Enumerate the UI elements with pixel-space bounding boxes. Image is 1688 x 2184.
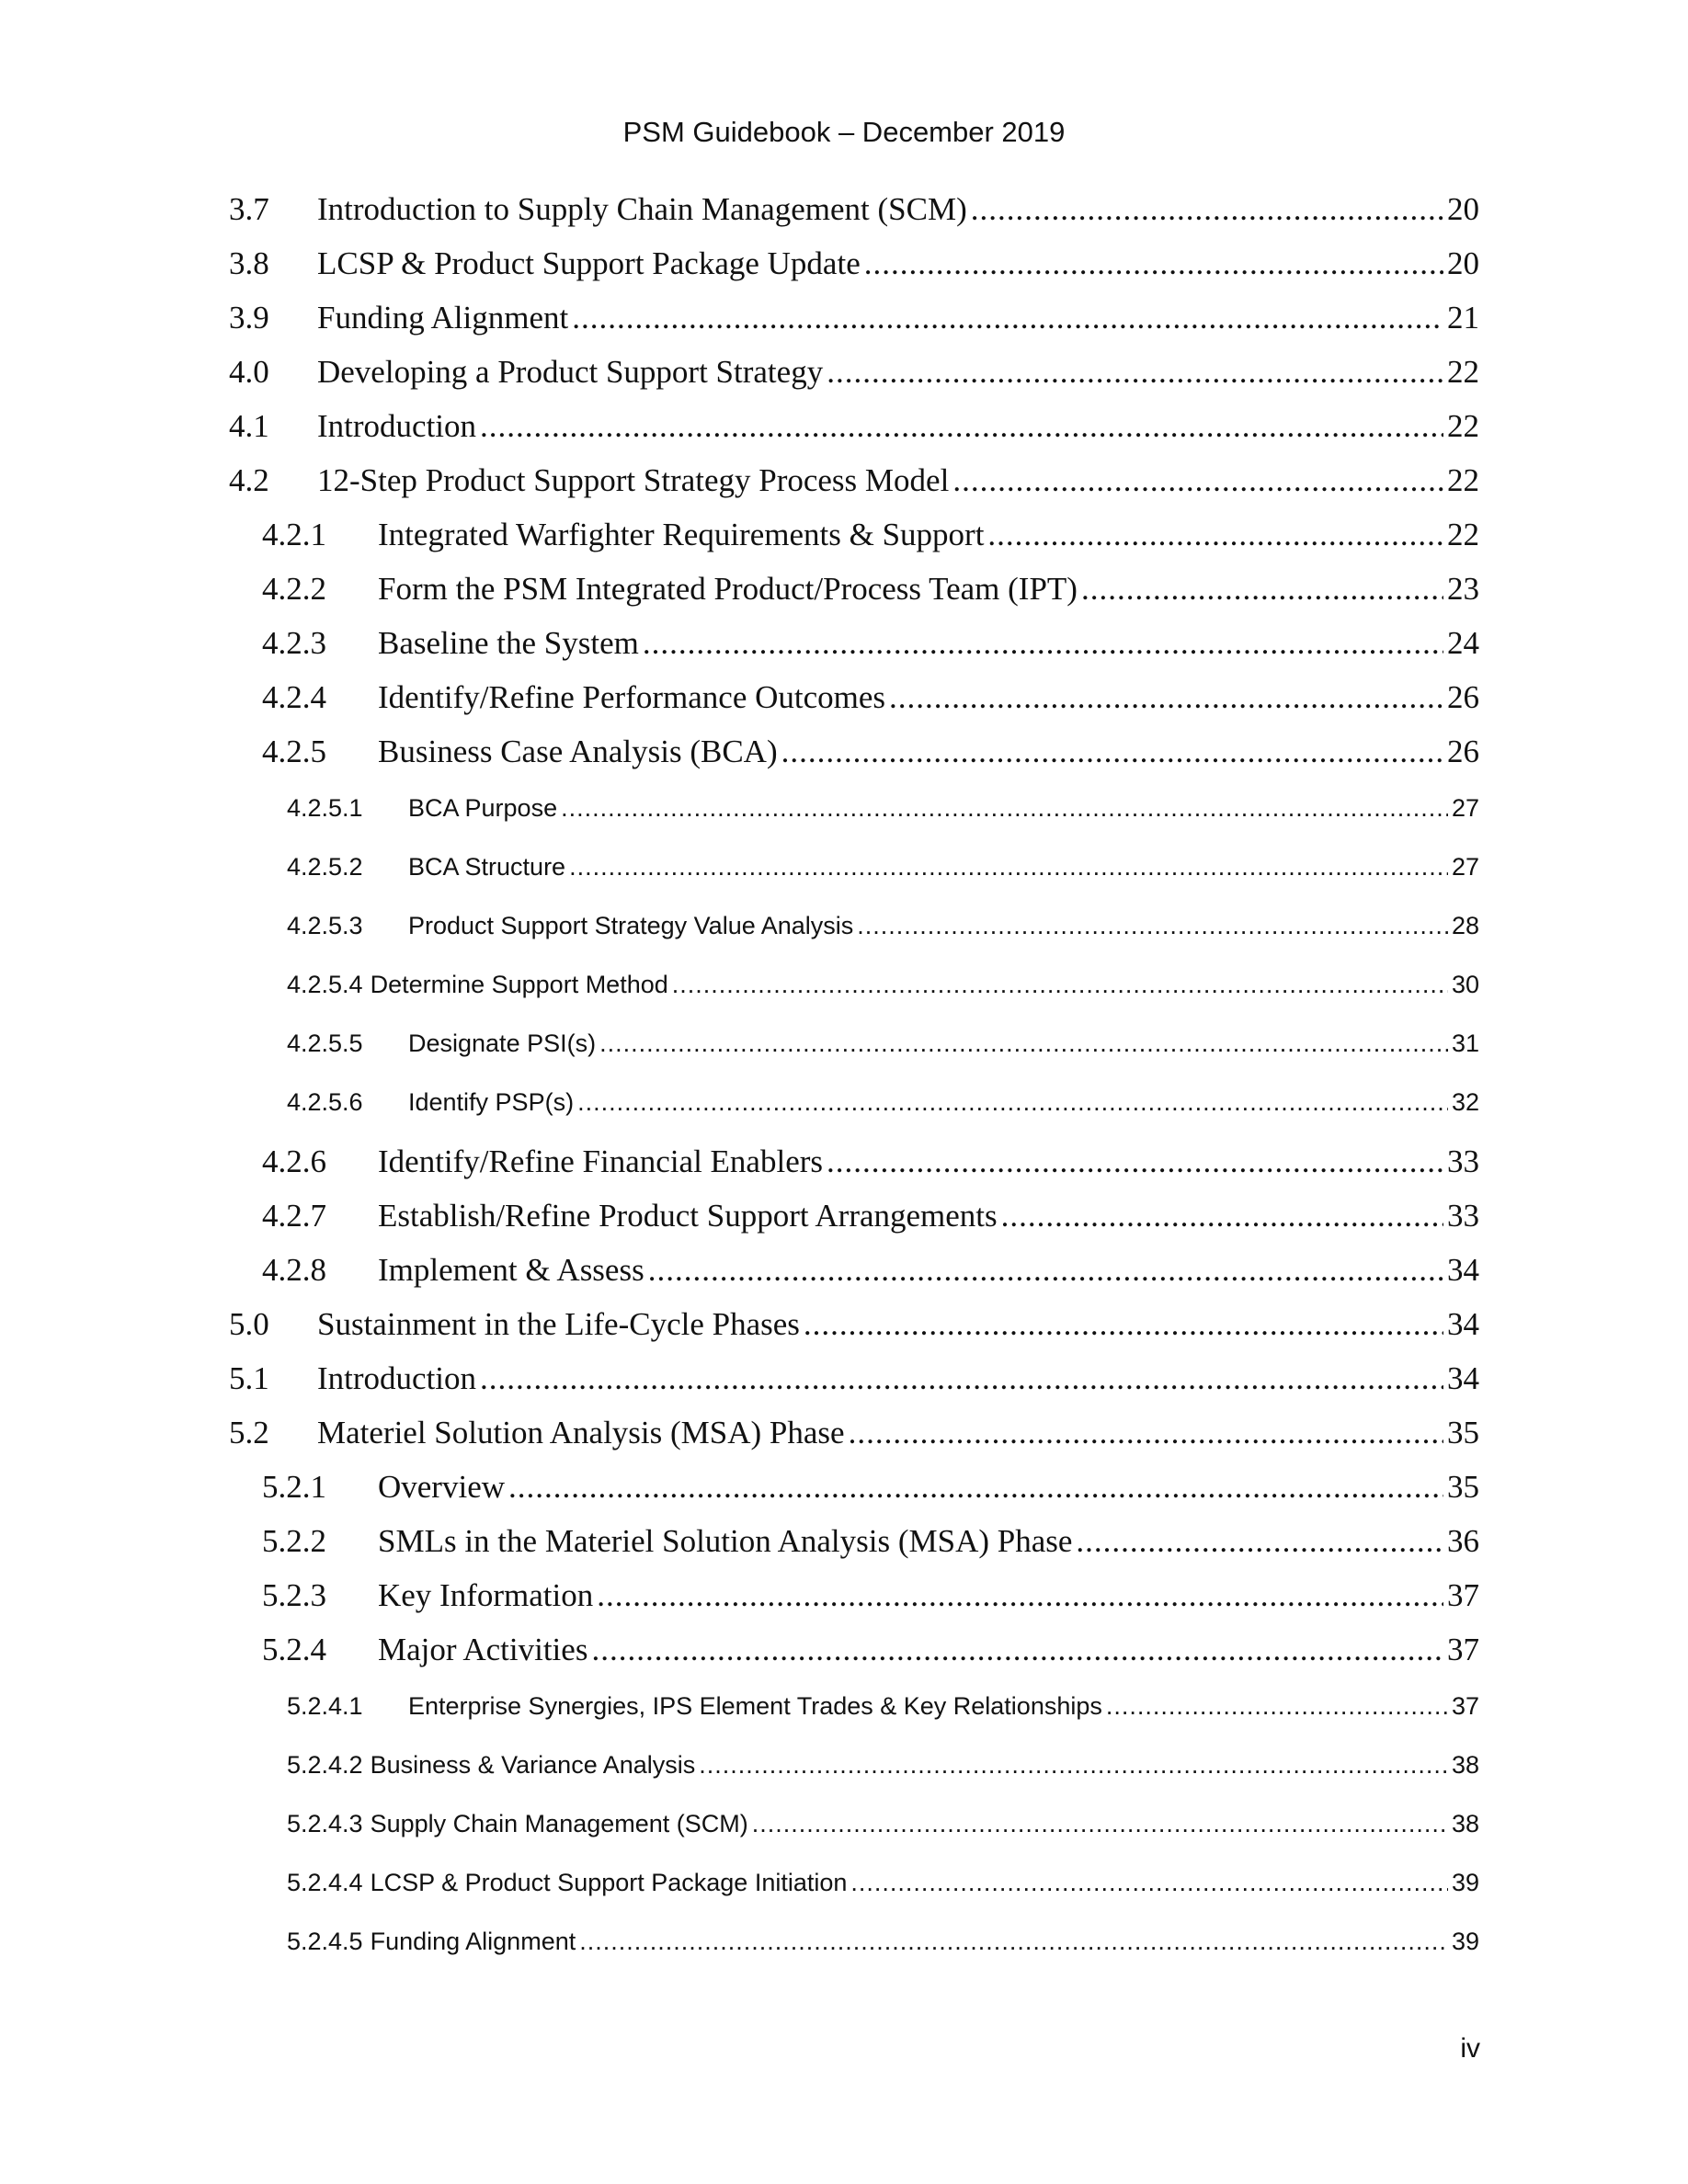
toc-entry[interactable]	[287, 1692, 1479, 1721]
toc-entry-number: 3.9	[229, 300, 269, 336]
toc-entry[interactable]	[229, 191, 1479, 228]
toc-entry-number: 5.2	[229, 1415, 269, 1450]
toc-entry-title: Implement & Assess	[378, 1252, 644, 1288]
toc-entry-number: 4.2	[229, 462, 269, 498]
toc-entry-page: 38	[1451, 1810, 1479, 1837]
toc-leader-dots	[1106, 1692, 1448, 1721]
toc-entry-page: 37	[1451, 1692, 1479, 1720]
toc-leader-dots	[508, 1469, 1443, 1506]
toc-entry[interactable]	[262, 571, 1479, 608]
toc-entry-title: BCA Structure	[408, 853, 566, 881]
toc-entry-page: 32	[1451, 1088, 1479, 1116]
toc-leader-dots	[850, 1869, 1448, 1897]
toc-entry-number: 4.2.2	[262, 571, 326, 607]
toc-leader-dots	[572, 300, 1443, 336]
toc-leader-dots	[1081, 571, 1443, 608]
toc-entry-number: 5.2.3	[262, 1577, 326, 1613]
toc-entry-page: 39	[1451, 1928, 1479, 1955]
toc-entry[interactable]	[262, 734, 1479, 770]
toc-entry-page: 37	[1447, 1632, 1479, 1667]
toc-leader-dots	[577, 1088, 1448, 1117]
toc-entry-page: 30	[1451, 971, 1479, 998]
toc-entry-title: Materiel Solution Analysis (MSA) Phase	[317, 1415, 845, 1450]
toc-entry-title: Introduction	[317, 408, 477, 444]
toc-entry-number: 5.2.4.3	[287, 1810, 363, 1837]
toc-entry-number: 5.0	[229, 1306, 269, 1342]
toc-entry-number: 3.8	[229, 245, 269, 281]
toc-entry[interactable]	[229, 1415, 1479, 1451]
toc-leader-dots	[971, 191, 1443, 228]
toc-entry-title: Enterprise Synergies, IPS Element Trades & Key Relationships	[408, 1692, 1102, 1720]
toc-entry-title: Integrated Warfighter Requirements & Support	[378, 517, 985, 552]
toc-entry-page: 36	[1447, 1523, 1479, 1559]
toc-entry[interactable]	[287, 1928, 1479, 1956]
toc-entry-title: Establish/Refine Product Support Arrangements	[378, 1198, 998, 1234]
toc-entry[interactable]	[229, 462, 1479, 499]
toc-entry-title: Major Activities	[378, 1632, 588, 1667]
toc-leader-dots	[827, 1143, 1443, 1180]
toc-entry-number: 4.2.5.3	[287, 912, 363, 939]
toc-leader-dots	[569, 853, 1448, 882]
toc-entry[interactable]	[287, 1029, 1479, 1058]
toc-entry[interactable]	[229, 1360, 1479, 1397]
toc-leader-dots	[804, 1306, 1443, 1343]
toc-entry-page: 26	[1447, 734, 1479, 769]
toc-entry-title: BCA Purpose	[408, 794, 558, 822]
toc-entry-page: 33	[1447, 1198, 1479, 1234]
toc-entry-title: LCSP & Product Support Package Initiation	[370, 1869, 848, 1896]
toc-entry-page: 34	[1447, 1306, 1479, 1342]
toc-leader-dots	[591, 1632, 1443, 1668]
toc-entry[interactable]	[262, 1632, 1479, 1668]
toc-entry-number: 4.2.5.5	[287, 1029, 363, 1057]
toc-entry-title: Developing a Product Support Strategy	[317, 354, 824, 390]
toc-entry[interactable]	[287, 853, 1479, 882]
toc-entry-page: 27	[1451, 794, 1479, 822]
toc-entry-number: 4.2.8	[262, 1252, 326, 1288]
toc-entry-title: Supply Chain Management (SCM)	[370, 1810, 748, 1837]
toc-entry-page: 24	[1447, 625, 1479, 661]
toc-entry-title: SMLs in the Materiel Solution Analysis (MSA) Phase	[378, 1523, 1073, 1559]
toc-entry-number: 3.7	[229, 191, 269, 227]
toc-entry-number: 4.2.5.4	[287, 971, 363, 998]
toc-entry[interactable]	[262, 1523, 1479, 1560]
toc-leader-dots	[699, 1751, 1448, 1780]
toc-entry-page: 35	[1447, 1415, 1479, 1450]
toc-entry-title: Identify/Refine Performance Outcomes	[378, 679, 886, 715]
toc-leader-dots	[849, 1415, 1443, 1451]
toc-leader-dots	[1001, 1198, 1443, 1234]
toc-entry-page: 20	[1447, 245, 1479, 281]
toc-entry[interactable]	[262, 1577, 1479, 1614]
toc-entry-number: 5.2.4.2	[287, 1751, 363, 1779]
toc-leader-dots	[672, 971, 1448, 999]
toc-entry-number: 4.0	[229, 354, 269, 390]
toc-entry[interactable]	[229, 1306, 1479, 1343]
toc-leader-dots	[987, 517, 1443, 553]
toc-entry-number: 5.2.4	[262, 1632, 326, 1667]
toc-entry-number: 4.1	[229, 408, 269, 444]
toc-entry[interactable]	[262, 1198, 1479, 1234]
toc-entry-title: Funding Alignment	[370, 1928, 576, 1955]
toc-entry[interactable]	[287, 971, 1479, 999]
toc-entry-title: Key Information	[378, 1577, 594, 1613]
toc-entry-number: 4.2.5.6	[287, 1088, 363, 1116]
toc-entry-page: 39	[1451, 1869, 1479, 1896]
toc-entry-number: 4.2.4	[262, 679, 326, 715]
toc-entry-page: 38	[1451, 1751, 1479, 1779]
toc-entry-page: 21	[1447, 300, 1479, 336]
toc-entry-page: 22	[1447, 408, 1479, 444]
toc-entry[interactable]	[287, 1088, 1479, 1117]
toc-entry[interactable]	[287, 794, 1479, 823]
toc-entry[interactable]	[262, 1252, 1479, 1289]
toc-entry-page: 27	[1451, 853, 1479, 881]
toc-entry-number: 5.1	[229, 1360, 269, 1396]
toc-leader-dots	[864, 245, 1443, 282]
toc-entry-number: 4.2.5.2	[287, 853, 363, 881]
toc-entry-title: 12-Step Product Support Strategy Process Model	[317, 462, 950, 498]
toc-entry-title: Overview	[378, 1469, 506, 1505]
toc-entry-title: Funding Alignment	[317, 300, 569, 336]
toc-entry[interactable]	[262, 517, 1479, 553]
toc-entry[interactable]	[229, 245, 1479, 282]
toc-entry-page: 34	[1447, 1252, 1479, 1288]
toc-leader-dots	[648, 1252, 1443, 1289]
toc-entry-number: 5.2.4.5	[287, 1928, 363, 1955]
toc-entry-page: 28	[1451, 912, 1479, 939]
toc-entry[interactable]	[229, 354, 1479, 391]
toc-entry-number: 5.2.4.1	[287, 1692, 363, 1720]
toc-leader-dots	[597, 1577, 1443, 1614]
toc-leader-dots	[827, 354, 1443, 391]
toc-entry[interactable]	[287, 912, 1479, 940]
toc-entry-page: 22	[1447, 462, 1479, 498]
toc-leader-dots	[952, 462, 1443, 499]
toc-entry-title: Sustainment in the Life-Cycle Phases	[317, 1306, 800, 1342]
toc-entry[interactable]	[262, 1143, 1479, 1180]
toc-entry-page: 33	[1447, 1143, 1479, 1179]
toc-entry-title: Form the PSM Integrated Product/Process Team (IPT)	[378, 571, 1078, 607]
toc-entry-number: 4.2.5.1	[287, 794, 363, 822]
toc-leader-dots	[480, 1360, 1443, 1397]
page-number: iv	[1460, 2033, 1480, 2064]
toc-leader-dots	[599, 1029, 1448, 1058]
toc-entry-title: Identify/Refine Financial Enablers	[378, 1143, 824, 1179]
toc-entry-number: 4.2.7	[262, 1198, 326, 1234]
toc-entry[interactable]	[262, 679, 1479, 716]
toc-entry-page: 22	[1447, 354, 1479, 390]
toc-entry-page: 26	[1447, 679, 1479, 715]
toc-leader-dots	[480, 408, 1443, 445]
toc-leader-dots	[857, 912, 1448, 940]
toc-entry[interactable]	[229, 300, 1479, 336]
toc-leader-dots	[643, 625, 1443, 662]
toc-entry-page: 35	[1447, 1469, 1479, 1505]
toc-leader-dots	[579, 1928, 1448, 1956]
toc-entry-number: 4.2.3	[262, 625, 326, 661]
toc-entry-page: 34	[1447, 1360, 1479, 1396]
toc-entry[interactable]	[262, 625, 1479, 662]
toc-entry-title: Introduction	[317, 1360, 477, 1396]
toc-leader-dots	[561, 794, 1448, 823]
toc-entry-number: 5.2.4.4	[287, 1869, 363, 1896]
toc-entry-title: Product Support Strategy Value Analysis	[408, 912, 854, 939]
toc-entry-title: Business & Variance Analysis	[370, 1751, 696, 1779]
toc-entry-title: Business Case Analysis (BCA)	[378, 734, 778, 769]
toc-entry-page: 20	[1447, 191, 1479, 227]
toc-leader-dots	[752, 1810, 1448, 1838]
toc-entry-page: 31	[1451, 1029, 1479, 1057]
toc-entry-number: 4.2.5	[262, 734, 326, 769]
toc-leader-dots	[781, 734, 1443, 770]
toc-entry-number: 5.2.2	[262, 1523, 326, 1559]
toc-entry-page: 23	[1447, 571, 1479, 607]
page-header: PSM Guidebook – December 2019	[622, 116, 1066, 148]
toc-entry-number: 5.2.1	[262, 1469, 326, 1505]
toc-entry[interactable]	[287, 1869, 1479, 1897]
toc-leader-dots	[1076, 1523, 1443, 1560]
toc-entry-page: 22	[1447, 517, 1479, 552]
toc-entry[interactable]	[287, 1751, 1479, 1780]
toc-entry-title: Designate PSI(s)	[408, 1029, 597, 1057]
toc-entry[interactable]	[287, 1810, 1479, 1838]
toc-entry[interactable]	[262, 1469, 1479, 1506]
toc-entry-page: 37	[1447, 1577, 1479, 1613]
toc-leader-dots	[889, 679, 1443, 716]
toc-entry-title: Introduction to Supply Chain Management (SCM)	[317, 191, 967, 227]
toc-entry-title: Identify PSP(s)	[408, 1088, 575, 1116]
toc-entry-number: 4.2.6	[262, 1143, 326, 1179]
toc-entry-number: 4.2.1	[262, 517, 326, 552]
toc-entry-title: Baseline the System	[378, 625, 639, 661]
toc-entry[interactable]	[229, 408, 1479, 445]
toc-entry-title: LCSP & Product Support Package Update	[317, 245, 861, 281]
toc-entry-title: Determine Support Method	[370, 971, 668, 998]
